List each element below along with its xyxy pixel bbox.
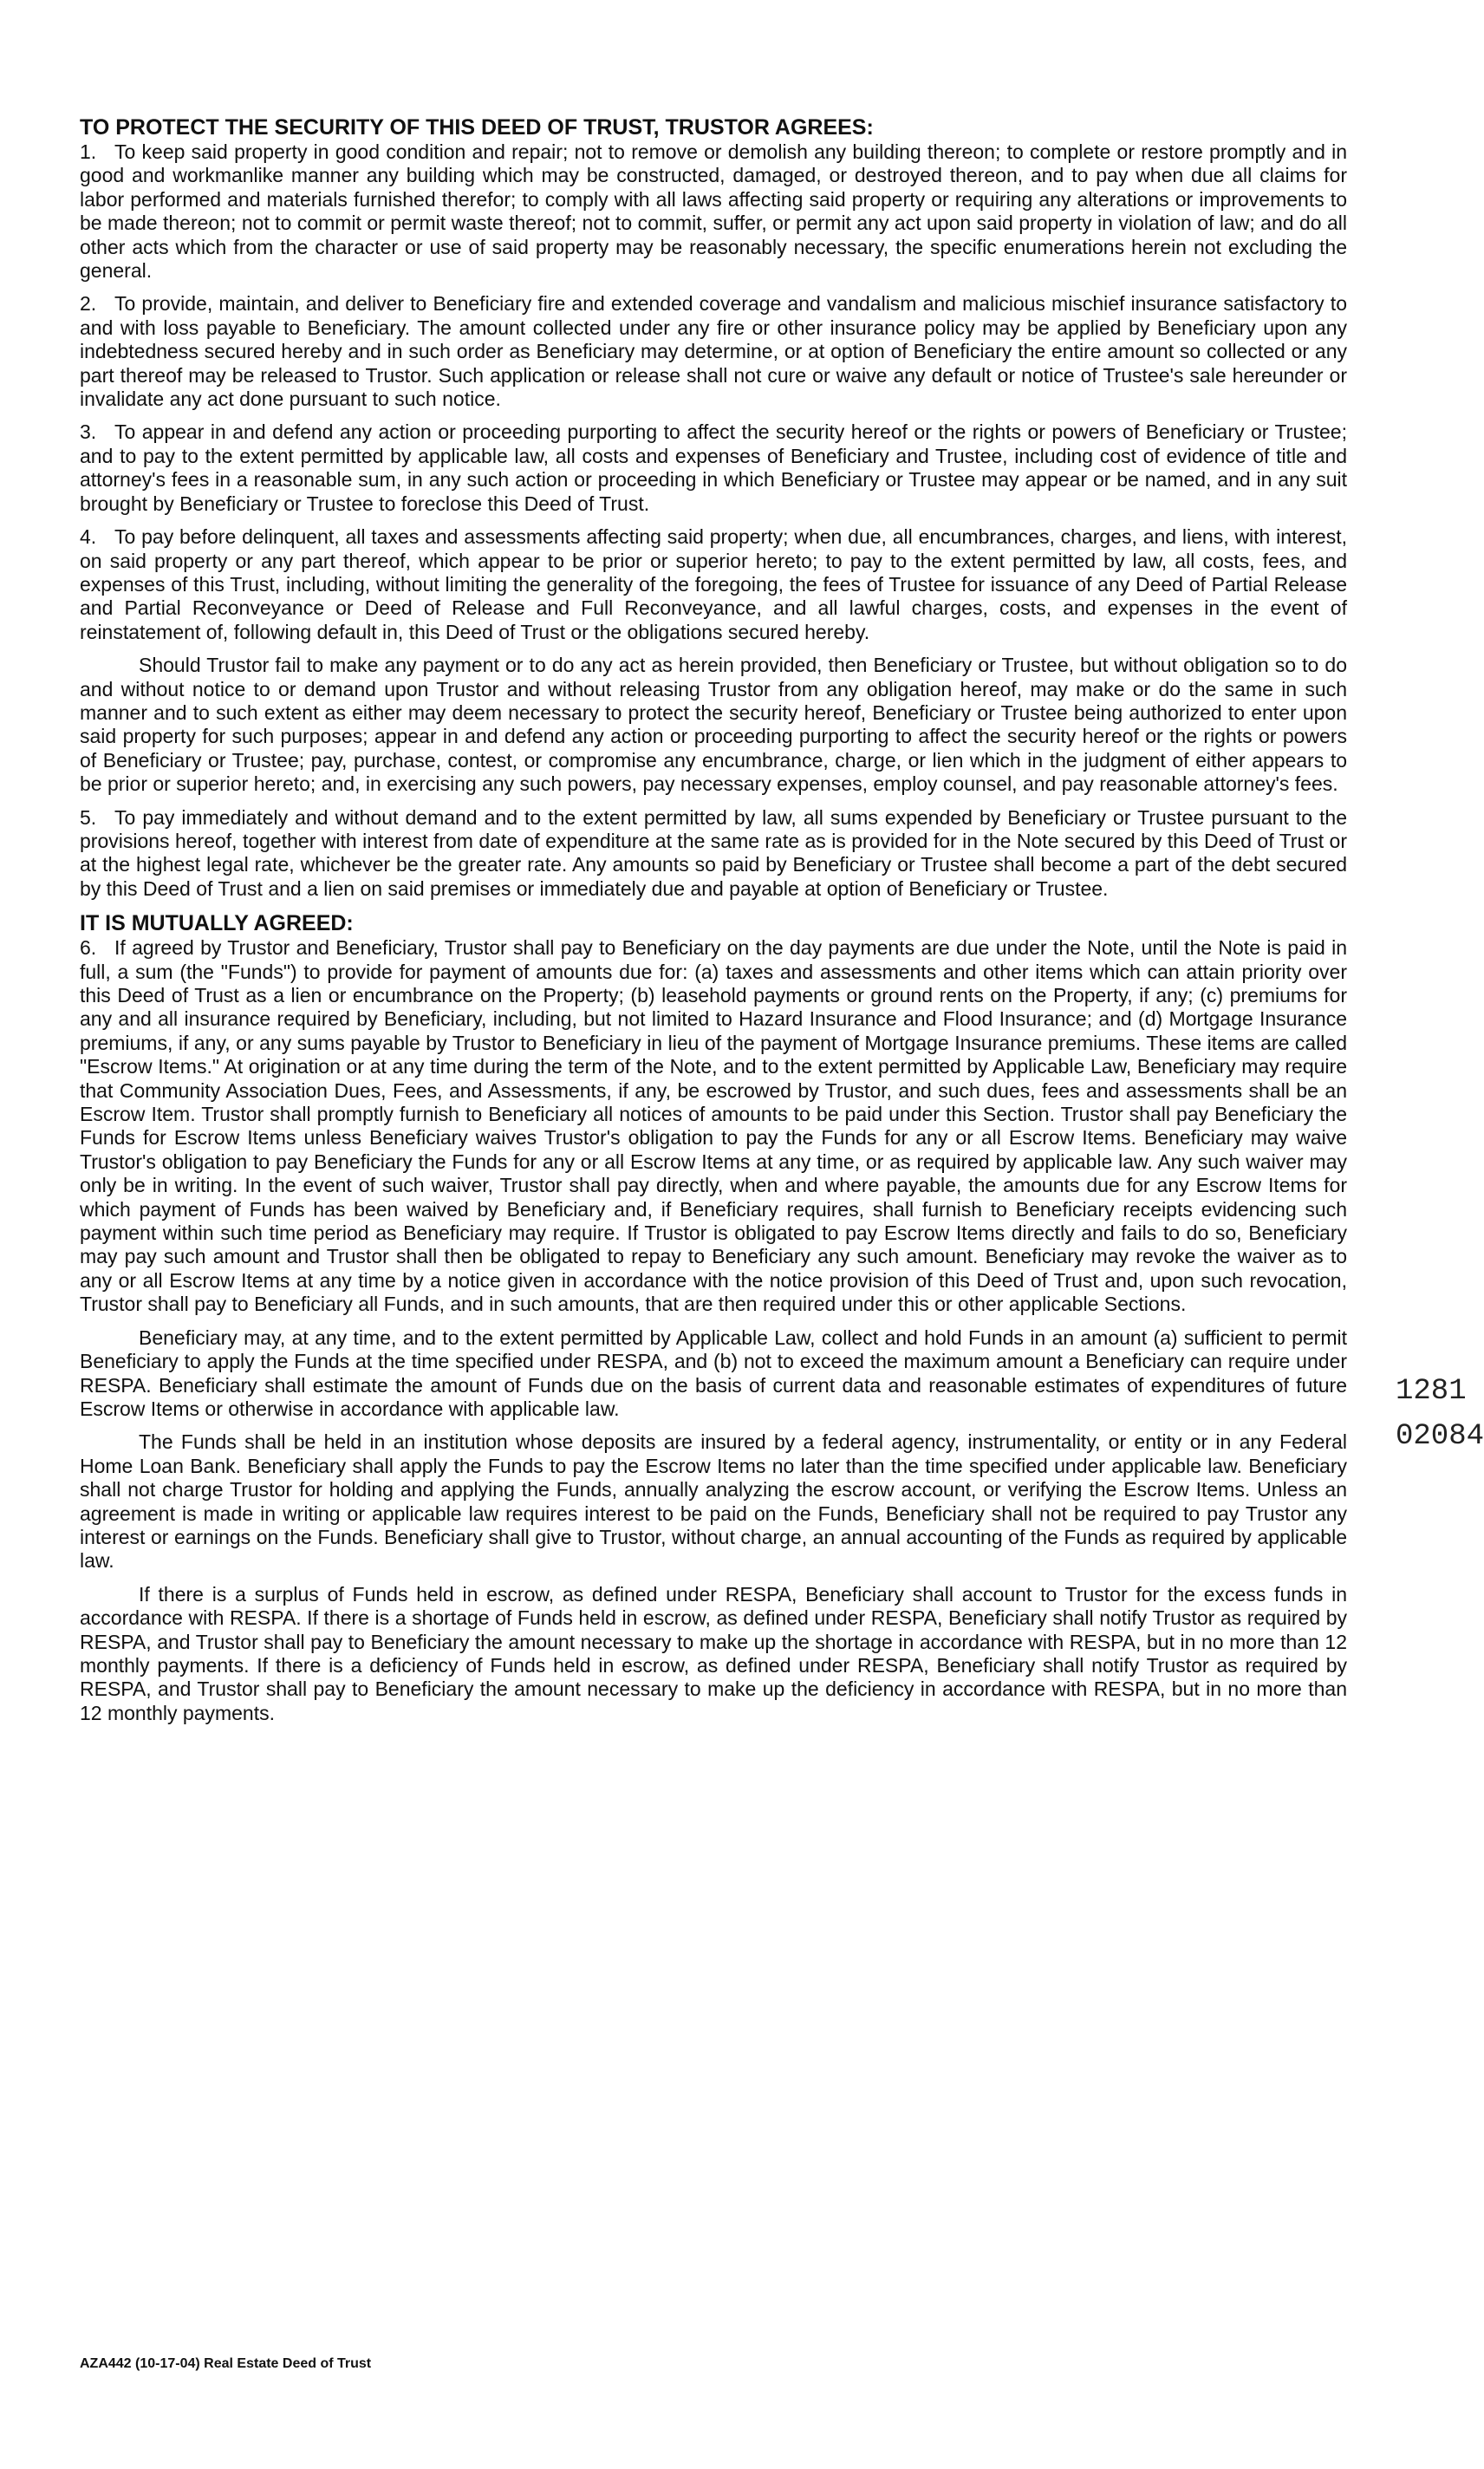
clause-3 [80,420,1347,516]
stamp-page-number: 02084 [1396,1420,1484,1453]
clause-4 [80,525,1347,644]
clause-text: If agreed by Trustor and Beneficiary, Trustor shall pay to Beneficiary on the day payments are due under the Note, until the Note is paid in full, a sum (the "Funds") to provide for payment of amounts due for: (a) taxes and assessments and other items which can attain priority over this Deed of Trust as a lien or encumbrance on the Property; (b) leasehold payments or ground rents on the Property, if any; (c) premiums for any and all insurance required by Beneficiary, including, but not limited to Hazard Insurance and Flood Insurance; and (d) Mortgage Insurance premiums, if any, or any sums payable by Trustor to Beneficiary in lieu of the payment of Mortgage Insurance premiums. These items are called "Escrow Items." At origination or at any time during the term of the Note, and to the extent permitted by Applicable Law, Beneficiary may require that Community Association Dues, Fees, and Assessments, if any, be escrowed by Trustor, and such dues, fees and assessments shall be an Escrow Item. Trustor shall promptly furnish to Beneficiary all notices of amounts to be paid under this Section. Trustor shall pay Beneficiary the Funds for Escrow Items unless Beneficiary waives Trustor's obligation to pay the Funds for any or all Escrow Items. Beneficiary may waive Trustor's obligation to pay Beneficiary the Funds for any or all Escrow Items at any time, or as required by applicable law. Any such waiver may only be in writing. In the event of such waiver, Trustor shall pay directly, when and where payable, the amounts due for any Escrow Items for which payment of Funds has been waived by Beneficiary and, if Beneficiary requires, shall furnish to Beneficiary receipts evidencing such payment within such time period as Beneficiary may require. If Trustor is obligated to pay Escrow Items directly and fails to do so, Beneficiary may pay such amount and Trustor shall then be obligated to repay to Beneficiary any such amount. Beneficiary may revoke the waiver as to any or all Escrow Items at any time by a notice given in accordance with the notice provision of this Deed of Trust and, upon such revocation, Trustor shall pay to Beneficiary all Funds, and in such amounts, that are then required under this or other applicable Sections. [80,936,1347,1316]
recording-stamp [1396,1375,1484,1453]
clause-text: To keep said property in good condition and repair; not to remove or demolish any building thereon; to complete or restore promptly and in good and workmanlike manner any building which may be constructed, damaged, or destroyed thereon, and to pay when due all claims for labor performed and materials furnished therefor; to comply with all laws affecting said property or requiring any alterations or improvements to be made thereon; not to commit or permit waste thereof; not to commit, suffer, or permit any act upon said property in violation of law; and do all other acts which from the character or use of said property may be reasonably necessary, the specific enumerations herein not excluding the general. [80,140,1347,283]
clause-number: 3. [80,420,97,444]
stamp-book-number: 1281 [1396,1375,1467,1408]
paragraph-should-trustor-fail: Should Trustor fail to make any payment or to do any act as herein provided, then Beneficiary or Trustee, but without obligation so to do and without notice to or demand upon Trustor and without releasing Trustor from any obligation hereof, may make or do the same in such manner and to such extent as either may deem necessary to protect the security hereof, Beneficiary or Trustee being authorized to enter upon said property for such purposes; appear in and defend any action or proceeding purporting to affect the security hereof or the rights or powers of Beneficiary or Trustee; pay, purchase, contest, or compromise any encumbrance, charge, or lien which in the judgment of either appears to be prior or superior hereto; and, in exercising any such powers, pay necessary expenses, employ counsel, and pay reasonable attorney's fees. [80,654,1347,796]
clause-number: 1. [80,140,97,163]
paragraph-surplus: If there is a surplus of Funds held in escrow, as defined under RESPA, Beneficiary shall account to Trustor for the excess funds in accordance with RESPA. If there is a shortage of Funds held in escrow, as defined under RESPA, Beneficiary shall notify Trustor as required by RESPA, and Trustor shall pay to Beneficiary the amount necessary to make up the shortage in accordance with RESPA, but in no more than 12 monthly payments. If there is a deficiency of Funds held in escrow, as defined under RESPA, Beneficiary shall notify Trustor as required by RESPA, and Trustor shall pay to Beneficiary the amount necessary to make up the deficiency in accordance with RESPA, but in no more than 12 monthly payments. [80,1582,1347,1724]
clause-text: To pay immediately and without demand and to the extent permitted by law, all sums expended by Beneficiary or Trustee pursuant to the provisions hereof, together with interest from date of expenditure at the same rate as is provided for in the Note secured by this Deed of Trust or at the highest legal rate, whichever be the greater rate. Any amounts so paid by Beneficiary or Trustee shall become a part of the debt secured by this Deed of Trust and a lien on said premises or immediately due and payable at option of Beneficiary or Trustee. [80,805,1347,900]
clause-6 [80,936,1347,1317]
paragraph-funds-held: The Funds shall be held in an institution whose deposits are insured by a federal agency, instrumentality, or entity or in any Federal Home Loan Bank. Beneficiary shall apply the Funds to pay the Escrow Items no later than the time specified under applicable law. Beneficiary shall not charge Trustor for holding and applying the Funds, annually analyzing the escrow account, or verifying the Escrow Items. Unless an agreement is made in writing or applicable law requires interest to be paid on the Funds, Beneficiary shall not be required to pay Trustor any interest or earnings on the Funds. Beneficiary shall give to Trustor, without charge, an annual accounting of the Funds as required by applicable law. [80,1430,1347,1573]
clause-text: To appear in and defend any action or proceeding purporting to affect the security hereof or the rights or powers of Beneficiary or Trustee; and to pay to the extent permitted by applicable law, all costs and expenses of Beneficiary and Trustee, including cost of evidence of title and attorney's fees in a reasonable sum, in any such action or proceeding in which Beneficiary or Trustee may appear or be named, and in any suit brought by Beneficiary or Trustee to foreclose this Deed of Trust. [80,420,1347,515]
clause-2 [80,292,1347,411]
section-heading-mutual: IT IS MUTUALLY AGREED: [80,911,354,936]
clause-text: To provide, maintain, and deliver to Beneficiary fire and extended coverage and vandalism and malicious mischief insurance satisfactory to and with loss payable to Beneficiary. The amount collected under any fire or other insurance policy may be applied by Beneficiary upon any indebtedness secured hereby and in such order as Beneficiary may determine, or at option of Beneficiary the entire amount so collected or any part thereof may be released to Trustor. Such application or release shall not cure or waive any default or notice of Trustee's sale hereunder or invalidate any act done pursuant to such notice. [80,292,1347,411]
clause-5 [80,806,1347,902]
section-heading-protect: TO PROTECT THE SECURITY OF THIS DEED OF TRUST, TRUSTOR AGREES: [80,115,874,140]
clause-1 [80,140,1347,283]
clause-number: 6. [80,936,97,960]
clause-text: To pay before delinquent, all taxes and assessments affecting said property; when due, all encumbrances, charges, and liens, with interest, on said property or any part thereof, which appear to be prior or superior hereto; to pay to the extent permitted by law, all costs, fees, and expenses of this Trust, including, without limiting the generality of the foregoing, the fees of Trustee for issuance of any Deed of Partial Release and Partial Reconveyance or Deed of Release and Full Reconveyance, and all lawful charges, costs, and expenses in the event of reinstatement of, following default in, this Deed of Trust or the obligations secured hereby. [80,525,1347,643]
clause-number: 2. [80,292,97,316]
form-footer: AZA442 (10-17-04) Real Estate Deed of Trust [80,2356,372,2371]
document-body [80,114,1347,1735]
paragraph-beneficiary-may: Beneficiary may, at any time, and to the extent permitted by Applicable Law, collect and hold Funds in an amount (a) sufficient to permit Beneficiary to apply the Funds at the time specified under RESPA, and (b) not to exceed the maximum amount a Beneficiary can require under RESPA. Beneficiary shall estimate the amount of Funds due on the basis of current data and reasonable estimates of expenditures of future Escrow Items or otherwise in accordance with applicable law. [80,1326,1347,1420]
clause-number: 5. [80,805,97,829]
clause-number: 4. [80,525,97,549]
